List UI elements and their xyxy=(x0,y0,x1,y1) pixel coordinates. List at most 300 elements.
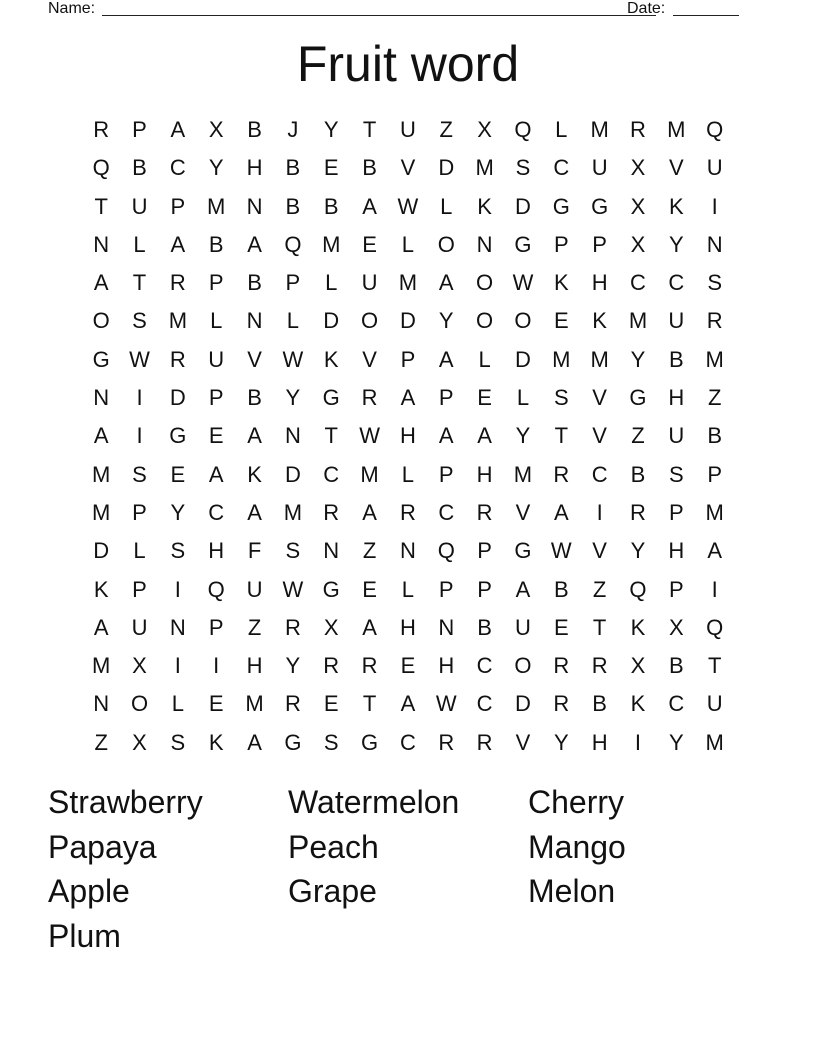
page-title: Fruit word xyxy=(296,36,520,92)
grid-letter: A xyxy=(170,231,186,257)
grid-letter: I xyxy=(174,653,181,679)
grid-letter: K xyxy=(668,193,684,219)
grid-letter: B xyxy=(592,691,607,717)
grid-letter: A xyxy=(93,614,109,640)
grid-letter: Q xyxy=(207,576,225,602)
grid-letter: U xyxy=(361,270,378,296)
grid-letter: Y xyxy=(323,117,339,142)
word-list-item: Grape xyxy=(288,873,377,910)
grid-letter: M xyxy=(92,499,111,525)
grid-letter: Y xyxy=(170,499,186,525)
grid-letter: E xyxy=(208,423,224,449)
grid-letter: B xyxy=(208,231,224,257)
grid-letter: R xyxy=(169,270,186,296)
date-blank-line xyxy=(673,15,739,16)
grid-letter: B xyxy=(132,155,147,181)
grid-letter: C xyxy=(438,499,455,525)
grid-letter: X xyxy=(630,653,646,679)
grid-letter: E xyxy=(553,614,569,640)
grid-letter: V xyxy=(247,346,262,372)
grid-letter: P xyxy=(477,538,492,564)
grid-letter: E xyxy=(477,385,492,411)
grid-letter: C xyxy=(399,729,416,755)
grid-letter: Y xyxy=(285,653,301,679)
grid-letter: S xyxy=(170,538,186,564)
grid-letter: Z xyxy=(592,576,607,602)
grid-letter: Y xyxy=(668,231,684,257)
grid-letter: A xyxy=(170,117,186,142)
grid-letter: D xyxy=(515,346,531,372)
grid-letter: W xyxy=(550,538,572,564)
grid-letter: G xyxy=(514,231,532,257)
grid-letter: X xyxy=(323,614,339,640)
grid-letter: H xyxy=(438,653,455,679)
grid-letter: R xyxy=(553,653,570,679)
grid-letter: Q xyxy=(706,117,724,142)
grid-letter: K xyxy=(208,729,224,755)
grid-letter: Y xyxy=(438,308,454,334)
grid-letter: M xyxy=(360,461,379,487)
grid-letter: A xyxy=(247,231,262,257)
grid-letter: P xyxy=(285,270,301,296)
grid-letter: U xyxy=(399,117,416,142)
grid-letter: R xyxy=(553,461,570,487)
word-list-item: Strawberry xyxy=(48,784,203,820)
grid-letter: M xyxy=(398,270,418,296)
grid-letter: P xyxy=(592,231,607,257)
grid-letter: U xyxy=(706,691,723,717)
grid-letter: W xyxy=(512,270,534,296)
grid-letter: P xyxy=(707,461,723,487)
grid-letter: N xyxy=(93,385,110,411)
grid-letter: B xyxy=(668,346,684,372)
grid-letter: B xyxy=(668,653,684,679)
grid-letter: Q xyxy=(629,576,647,602)
grid-letter: V xyxy=(515,729,531,755)
grid-letter: C xyxy=(668,270,685,296)
grid-letter: C xyxy=(476,691,493,717)
grid-letter: P xyxy=(438,461,454,487)
grid-letter: P xyxy=(132,499,147,525)
grid-letter: A xyxy=(247,499,262,525)
grid-letter: X xyxy=(208,117,224,142)
grid-letter: M xyxy=(92,461,111,487)
grid-letter: H xyxy=(246,155,263,181)
grid-letter: B xyxy=(323,193,339,219)
grid-letter: V xyxy=(515,499,531,525)
grid-letter: E xyxy=(362,576,377,602)
word-list-item: Cherry xyxy=(528,784,625,820)
grid-letter: Q xyxy=(284,231,302,257)
grid-letter: D xyxy=(284,461,301,487)
grid-letter: H xyxy=(668,538,685,564)
grid-letter: C xyxy=(668,691,685,717)
grid-letter: U xyxy=(515,614,531,640)
grid-letter: P xyxy=(208,614,224,640)
grid-letter: K xyxy=(323,346,339,372)
grid-letter: B xyxy=(553,576,569,602)
grid-letter: N xyxy=(438,614,455,640)
grid-letter: L xyxy=(555,117,568,142)
grid-letter: W xyxy=(435,691,457,717)
grid-letter: R xyxy=(284,614,301,640)
grid-letter: Y xyxy=(630,346,646,372)
name-blank-line xyxy=(102,15,656,16)
grid-letter: O xyxy=(476,270,494,296)
grid-letter: P xyxy=(170,193,186,219)
grid-letter: T xyxy=(94,193,108,219)
grid-letter: M xyxy=(705,729,724,755)
grid-letter: C xyxy=(169,155,186,181)
grid-letter: D xyxy=(399,308,416,334)
grid-letter: R xyxy=(476,729,493,755)
grid-letter: U xyxy=(208,346,225,372)
grid-letter: D xyxy=(515,193,531,219)
grid-letter: K xyxy=(592,308,607,334)
grid-letter: M xyxy=(590,117,609,142)
grid-letter: E xyxy=(323,155,339,181)
grid-letter: N xyxy=(706,231,723,257)
grid-letter: N xyxy=(284,423,301,449)
grid-letter: M xyxy=(322,231,341,257)
grid-letter: G xyxy=(322,385,340,411)
grid-letter: V xyxy=(592,423,607,449)
grid-letter: R xyxy=(591,653,608,679)
grid-letter: M xyxy=(628,308,648,334)
grid-letter: G xyxy=(169,423,187,449)
grid-letter: L xyxy=(401,461,415,487)
grid-letter: N xyxy=(323,538,340,564)
grid-letter: Y xyxy=(630,538,646,564)
grid-letter: N xyxy=(399,538,416,564)
grid-letter: I xyxy=(711,193,718,219)
grid-letter: C xyxy=(553,155,570,181)
grid-letter: B xyxy=(477,614,492,640)
grid-letter: G xyxy=(591,193,609,219)
grid-letter: G xyxy=(284,729,302,755)
grid-letter: G xyxy=(361,729,379,755)
grid-letter: R xyxy=(553,691,570,717)
grid-letter: R xyxy=(630,117,646,142)
grid-letter: M xyxy=(705,499,724,525)
grid-letter: A xyxy=(553,499,569,525)
grid-letter: O xyxy=(437,231,455,257)
grid-letter: H xyxy=(476,461,493,487)
grid-letter: L xyxy=(401,576,415,602)
grid-letter: L xyxy=(210,308,223,334)
grid-letter: V xyxy=(362,346,377,372)
grid-letter: L xyxy=(133,231,146,257)
grid-letter: F xyxy=(247,538,262,564)
grid-letter: O xyxy=(361,308,379,334)
grid-letter: B xyxy=(285,155,301,181)
grid-letter: P xyxy=(553,231,569,257)
grid-letter: B xyxy=(247,270,262,296)
grid-letter: E xyxy=(400,653,416,679)
grid-letter: N xyxy=(169,614,186,640)
grid-letter: H xyxy=(399,423,416,449)
grid-letter: G xyxy=(322,576,340,602)
grid-letter: E xyxy=(323,691,339,717)
grid-letter: E xyxy=(208,691,224,717)
grid-letter: S xyxy=(285,538,301,564)
grid-letter: I xyxy=(634,729,642,755)
grid-letter: S xyxy=(170,729,186,755)
grid-letter: D xyxy=(169,385,186,411)
grid-letter: T xyxy=(362,117,377,142)
grid-letter: N xyxy=(93,691,110,717)
grid-letter: I xyxy=(136,385,143,411)
grid-letter: A xyxy=(515,576,531,602)
grid-letter: S xyxy=(515,155,531,181)
grid-letter: D xyxy=(93,538,110,564)
grid-letter: R xyxy=(323,653,340,679)
grid-letter: M xyxy=(475,155,494,181)
grid-letter: H xyxy=(591,729,608,755)
grid-letter: D xyxy=(515,691,531,717)
grid-letter: M xyxy=(283,499,303,525)
grid-letter: S xyxy=(553,385,569,411)
grid-letter: A xyxy=(707,538,723,564)
grid-letter: A xyxy=(362,193,377,219)
grid-letter: E xyxy=(553,308,569,334)
grid-letter: Y xyxy=(553,729,569,755)
grid-letter: Y xyxy=(208,155,224,181)
grid-letter: N xyxy=(476,231,493,257)
grid-letter: N xyxy=(246,193,263,219)
grid-letter: X xyxy=(132,653,147,679)
grid-letter: T xyxy=(592,614,607,640)
grid-letter: O xyxy=(514,653,532,679)
grid-letter: X xyxy=(477,117,492,142)
grid-letter: W xyxy=(359,423,380,449)
grid-letter: B xyxy=(630,461,646,487)
word-list-item: Mango xyxy=(528,828,626,865)
grid-letter: X xyxy=(630,193,646,219)
date-label: Date: xyxy=(627,0,666,17)
grid-letter: K xyxy=(553,270,569,296)
grid-letter: L xyxy=(325,270,338,296)
grid-letter: O xyxy=(476,308,494,334)
word-list-item: Plum xyxy=(48,918,121,955)
grid-letter: O xyxy=(130,691,149,717)
grid-letter: Q xyxy=(706,614,724,640)
grid-letter: A xyxy=(247,729,262,755)
grid-letter: S xyxy=(132,308,147,334)
grid-letter: Z xyxy=(439,117,453,142)
grid-letter: A xyxy=(477,423,492,449)
grid-letter: P xyxy=(477,576,492,602)
grid-letter: U xyxy=(668,423,685,449)
grid-letter: R xyxy=(630,499,646,525)
grid-letter: I xyxy=(174,576,181,602)
grid-letter: M xyxy=(245,691,264,717)
grid-letter: N xyxy=(93,231,110,257)
grid-letter: A xyxy=(208,461,224,487)
grid-letter: M xyxy=(590,346,609,372)
grid-letter: B xyxy=(247,117,262,142)
grid-letter: K xyxy=(247,461,262,487)
grid-letter: R xyxy=(438,729,455,755)
grid-letter: P xyxy=(668,499,684,525)
grid-letter: Q xyxy=(92,155,110,181)
grid-letter: B xyxy=(362,155,377,181)
grid-letter: G xyxy=(514,538,532,564)
grid-letter: A xyxy=(438,423,454,449)
grid-letter: A xyxy=(400,385,416,411)
grid-letter: X xyxy=(630,155,646,181)
grid-letter: Y xyxy=(668,729,684,755)
grid-letter: R xyxy=(476,499,493,525)
grid-letter: Q xyxy=(514,117,532,142)
grid-letter: A xyxy=(400,691,416,717)
grid-letter: Z xyxy=(707,385,722,411)
name-label: Name: xyxy=(48,0,96,17)
grid-letter: T xyxy=(554,423,569,449)
grid-letter: K xyxy=(630,691,646,717)
grid-letter: C xyxy=(630,270,646,296)
grid-letter: V xyxy=(592,385,607,411)
grid-letter: L xyxy=(171,691,184,717)
grid-letter: K xyxy=(93,576,109,602)
grid-letter: T xyxy=(707,653,722,679)
grid-letter: E xyxy=(170,461,186,487)
letter-grid xyxy=(82,111,734,762)
grid-letter: U xyxy=(668,308,685,334)
grid-letter: A xyxy=(362,614,377,640)
grid-letter: R xyxy=(323,499,340,525)
grid-letter: A xyxy=(438,270,454,296)
grid-letter: B xyxy=(707,423,723,449)
grid-letter: Z xyxy=(631,423,645,449)
grid-letter: T xyxy=(362,691,377,717)
grid-letter: I xyxy=(213,653,220,679)
grid-letter: R xyxy=(361,653,378,679)
grid-letter: E xyxy=(362,231,377,257)
grid-letter: I xyxy=(596,499,603,525)
grid-letter: M xyxy=(207,193,226,219)
grid-letter: G xyxy=(552,193,570,219)
grid-letter: A xyxy=(362,499,377,525)
grid-letter: C xyxy=(208,499,225,525)
grid-letter: D xyxy=(323,308,340,334)
grid-letter: K xyxy=(630,614,646,640)
grid-letter: S xyxy=(668,461,684,487)
grid-letter: P xyxy=(132,117,147,142)
grid-letter: A xyxy=(247,423,262,449)
grid-letter: M xyxy=(513,461,533,487)
grid-letter: L xyxy=(440,193,453,219)
grid-letter: X xyxy=(132,729,147,755)
grid-letter: M xyxy=(705,346,724,372)
grid-letter: Z xyxy=(247,614,262,640)
grid-letter: H xyxy=(668,385,685,411)
grid-letter: L xyxy=(516,385,530,411)
grid-letter: P xyxy=(438,385,454,411)
grid-letter: M xyxy=(168,308,188,334)
header-line xyxy=(48,0,748,20)
grid-letter: M xyxy=(552,346,571,372)
grid-letter: Z xyxy=(362,538,377,564)
grid-letter: C xyxy=(591,461,608,487)
word-list-item: Watermelon xyxy=(288,784,460,820)
word-list-item: Apple xyxy=(48,873,130,910)
grid-letter: G xyxy=(629,385,647,411)
grid-letter: O xyxy=(514,308,532,334)
grid-letter: U xyxy=(591,155,608,181)
grid-letter: W xyxy=(129,346,150,372)
word-list-item: Papaya xyxy=(48,828,157,865)
word-list-item: Melon xyxy=(528,873,616,910)
grid-letter: R xyxy=(361,385,378,411)
grid-letter: O xyxy=(92,308,110,334)
grid-letter: U xyxy=(131,614,148,640)
grid-letter: A xyxy=(438,346,454,372)
grid-letter: T xyxy=(132,270,147,296)
grid-letter: B xyxy=(285,193,301,219)
grid-letter: P xyxy=(208,385,224,411)
grid-letter: H xyxy=(208,538,225,564)
grid-letter: Y xyxy=(285,385,301,411)
grid-letter: K xyxy=(477,193,492,219)
grid-letter: U xyxy=(246,576,263,602)
grid-letter: P xyxy=(400,346,416,372)
grid-letter: R xyxy=(706,308,723,334)
grid-letter: R xyxy=(93,117,110,142)
grid-letter: Y xyxy=(515,423,531,449)
grid-letter: M xyxy=(92,653,111,679)
grid-letter: W xyxy=(282,346,304,372)
grid-letter: H xyxy=(591,270,608,296)
grid-letter: R xyxy=(399,499,416,525)
grid-letter: A xyxy=(93,423,109,449)
grid-letter: C xyxy=(323,461,340,487)
grid-letter: S xyxy=(132,461,147,487)
grid-letter: S xyxy=(323,729,339,755)
grid-letter: X xyxy=(630,231,646,257)
grid-letter: S xyxy=(707,270,723,296)
grid-letter: L xyxy=(401,231,415,257)
grid-letter: P xyxy=(132,576,147,602)
grid-letter: L xyxy=(478,346,491,372)
grid-letter: N xyxy=(246,308,263,334)
grid-letter: W xyxy=(397,193,419,219)
grid-letter: B xyxy=(247,385,262,411)
grid-letter: D xyxy=(438,155,455,181)
grid-letter: M xyxy=(667,117,686,142)
grid-letter: Z xyxy=(94,729,108,755)
word-list xyxy=(48,782,768,961)
grid-letter: I xyxy=(711,576,718,602)
grid-letter: W xyxy=(282,576,304,602)
grid-letter: R xyxy=(169,346,186,372)
grid-letter: J xyxy=(287,117,299,142)
grid-letter: X xyxy=(668,614,684,640)
grid-letter: P xyxy=(438,576,454,602)
grid-letter: V xyxy=(400,155,416,181)
grid-letter: U xyxy=(706,155,723,181)
grid-letter: L xyxy=(133,538,146,564)
grid-letter: V xyxy=(592,538,607,564)
grid-letter: V xyxy=(668,155,684,181)
grid-letter: C xyxy=(476,653,493,679)
grid-letter: H xyxy=(246,653,263,679)
grid-letter: G xyxy=(92,346,110,372)
grid-letter: P xyxy=(208,270,224,296)
grid-letter: T xyxy=(324,423,338,449)
grid-letter: A xyxy=(93,270,109,296)
grid-letter: H xyxy=(399,614,416,640)
